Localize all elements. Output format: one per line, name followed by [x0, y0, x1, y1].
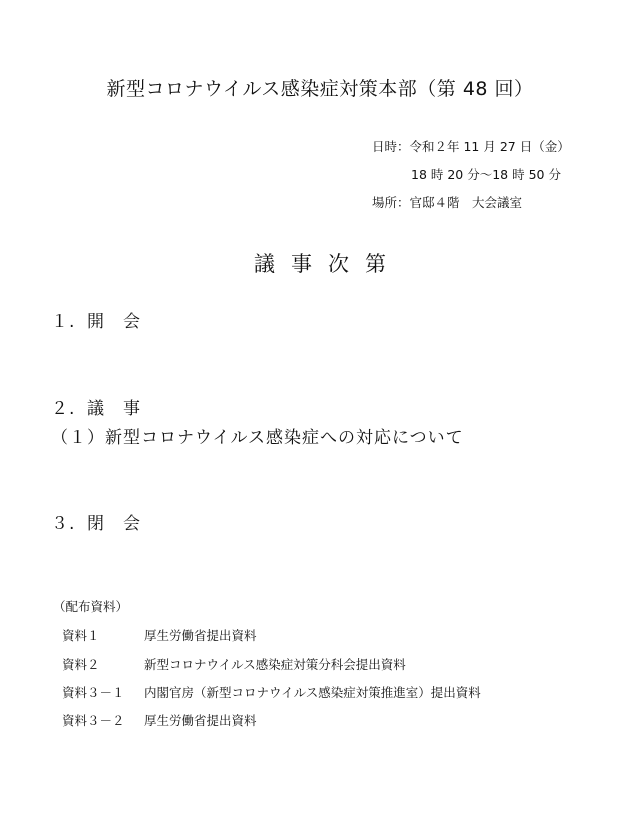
material-row [62, 683, 481, 701]
material-text: 新型コロナウイルス感染症対策分科会提出資料 [144, 657, 406, 672]
agenda-item-closing [51, 509, 141, 534]
document-title: 新型コロナウイルス感染症対策本部（第 48 回） [106, 78, 534, 100]
agenda-item-number: ２. [51, 399, 76, 419]
material-label: 資料３－１ [62, 685, 125, 700]
material-label: 資料３－２ [62, 713, 125, 728]
agenda-item-label: 開 会 [87, 312, 141, 332]
agenda-heading: 議事次第 [254, 252, 402, 276]
agenda-item-number: ３. [51, 514, 76, 534]
meeting-date: 日時：令和２年 11 月 27 日（金） [372, 139, 570, 154]
material-text: 厚生労働省提出資料 [144, 713, 257, 728]
material-row [62, 626, 257, 644]
agenda-item-proceedings [51, 394, 141, 419]
material-text: 内閣官房（新型コロナウイルス感染症対策推進室）提出資料 [144, 685, 481, 700]
agenda-sub-item: （１）新型コロナウイルス感染症への対応について [51, 428, 464, 448]
material-row [62, 655, 406, 673]
materials-header: （配布資料） [53, 599, 129, 614]
meeting-place: 場所：官邸４階 大会議室 [372, 195, 523, 210]
agenda-item-label: 議 事 [87, 399, 141, 419]
material-text: 厚生労働省提出資料 [144, 628, 257, 643]
material-label: 資料１ [62, 628, 100, 643]
material-label: 資料２ [62, 657, 100, 672]
agenda-item-opening [51, 307, 141, 332]
material-row [62, 711, 257, 729]
meeting-time: 18 時 20 分～18 時 50 分 [411, 167, 561, 182]
agenda-item-number: １. [51, 312, 76, 332]
agenda-item-label: 閉 会 [87, 514, 141, 534]
